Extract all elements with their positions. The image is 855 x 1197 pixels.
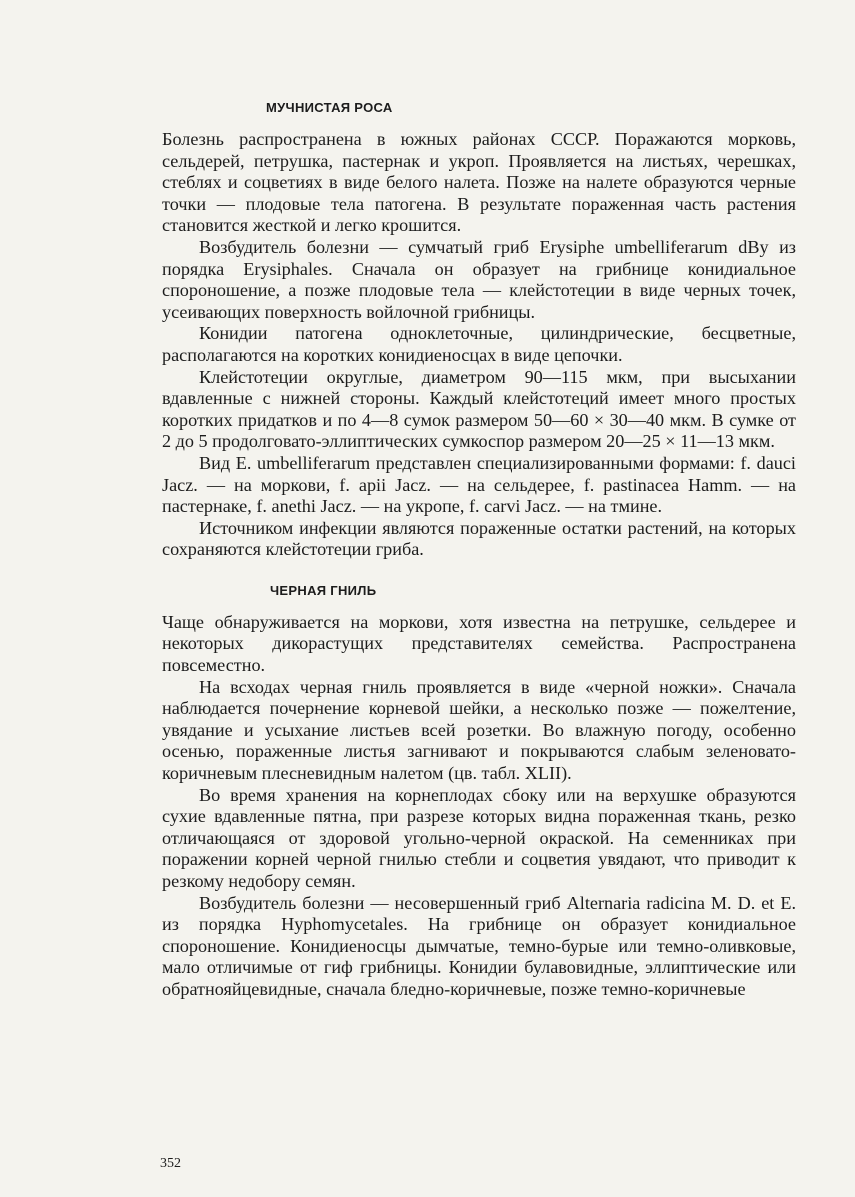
paragraph: Во время хранения на корнеплодах сбоку или на верхушке образуются сухие вдавленные пятна, при разрезе которых видна пораженная ткань, резко отличающаяся от здоровой угольно-черной окраской. На семенниках при поражении корней черной гнилью стебли и соцветия увядают, что приводит к резкому недобору семян. [162, 784, 796, 891]
section-title-powdery-mildew: МУЧНИСТАЯ РОСА [266, 100, 393, 115]
page-number: 352 [160, 1156, 181, 1171]
paragraph: Конидии патогена одноклеточные, цилиндрические, бесцветные, располагаются на коротких конидиеносцах в виде цепочки. [162, 323, 796, 365]
paragraph: Возбудитель болезни — сумчатый гриб Erysiphe umbelliferarum dBy из порядка Erysiphales. Сначала он образует на грибнице конидиальное спороношение, а позже плодовые тела — клейстотеции в виде черных точек, усеивающих поверхность войлочной грибницы. [162, 236, 796, 322]
paragraph: Чаще обнаруживается на моркови, хотя известна на петрушке, сельдерее и некоторых дикорастущих представителях семейства. Распространена повсеместно. [162, 611, 796, 676]
paragraph: На всходах черная гниль проявляется в виде «черной ножки». Сначала наблюдается почернение корневой шейки, а несколько позже — пожелтение, увядание и усыхание листьев всей розетки. Во влажную погоду, особенно осенью, пораженные листья загнивают и покрываются слабым зеленовато-коричневым плесневидным налетом (цв. табл. XLII). [162, 676, 796, 784]
paragraph: Возбудитель болезни — несовершенный гриб Alternaria radicina M. D. et E. из порядка Hyphomycetales. На грибнице он образует конидиальное спороношение. Конидиеносцы дымчатые, темно-бурые или темно-оливковые, мало отличимые от гиф грибницы. Конидии булавовидные, эллиптические или обратнояйцевидные, сначала бледно-коричневые, позже темно-коричневые [162, 892, 796, 999]
section-title-black-rot: ЧЕРНАЯ ГНИЛЬ [270, 582, 377, 598]
page-body [162, 100, 796, 1001]
paragraph: Вид E. umbelliferarum представлен специализированными формами: f. dauci Jacz. — на моркови, f. apii Jacz. — на сельдерее, f. pastinacea Hamm. — на пастернаке, f. anethi Jacz. — на укропе, f. carvi Jacz. — на тмине. [162, 452, 796, 517]
paragraph: Источником инфекции являются пораженные остатки растений, на которых сохраняются клейстотеции гриба. [162, 517, 796, 560]
paragraph: Болезнь распространена в южных районах СССР. Поражаются морковь, сельдерей, петрушка, пастернак и укроп. Проявляется на листьях, черешках, стеблях и соцветиях в виде белого налета. Позже на налете образуются черные точки — плодовые тела патогена. В результате пораженная часть растения становится жесткой и легко крошится. [162, 129, 796, 236]
paragraph: Клейстотеции округлые, диаметром 90—115 мкм, при высыхании вдавленные с нижней стороны. Каждый клейстотеций имеет много простых коротких придатков и по 4—8 сумок размером 50—60 × 30—40 мкм. В сумке от 2 до 5 продолговато-эллиптических сумкоспор размером 20—25 × 11—13 мкм. [162, 366, 796, 452]
